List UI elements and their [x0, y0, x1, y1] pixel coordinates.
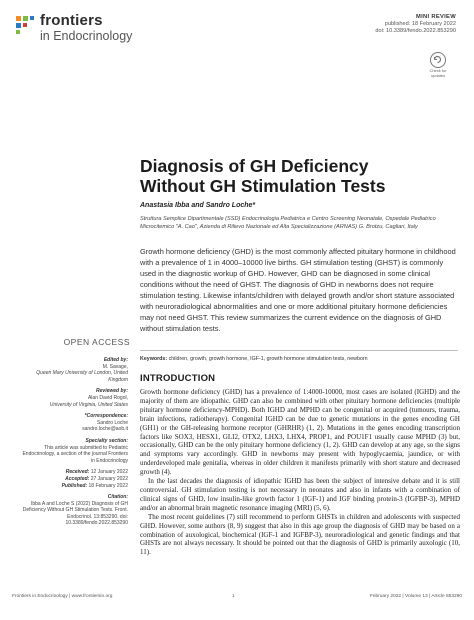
footer-issue: February 2022 | Volume 13 | Article 853290	[369, 594, 462, 599]
editor-name[interactable]: M. Savage,	[102, 363, 128, 370]
doi-link[interactable]: doi: 10.3389/fendo.2022.853290	[375, 28, 456, 34]
intro-paragraph-2: In the last decades the diagnosis of idiopathic IGHD has been the subject of intensive debate and it is still controversial. GH stimulation testing is not necessary in neonates and also in infants with a combination of clinical signs of GHD, low insulin-like growth factor 1 (IGF-1) and IGF binding protein-3 (IGFBP-3), MPHD and/or an abnormal brain magnetic resonance imaging (MRI) (5, 6).	[140, 477, 460, 512]
open-access-label: OPEN ACCESS	[63, 337, 130, 347]
title-line-1: Diagnosis of GH Deficiency	[140, 156, 369, 176]
author-list[interactable]: Anastasia Ibba and Sandro Loche*	[140, 202, 256, 209]
check-updates-icon[interactable]	[430, 52, 446, 68]
journal-logo[interactable]	[14, 10, 154, 50]
page-number: 1	[232, 594, 235, 599]
reviewed-by-label: Reviewed by:	[96, 388, 128, 395]
published-line: published: 18 February 2022	[384, 21, 456, 27]
author-names[interactable]: Anastasia Ibba and Sandro Loche	[140, 202, 253, 209]
keywords-label: Keywords:	[140, 356, 168, 362]
correspondent-email[interactable]: sandro.loche@aob.it	[82, 426, 128, 433]
intro-paragraph-3: The most recent guidelines (7) still recommend to perform GHSTs in children and adolescents with suspected GHD. However, some authors (8, 9) suggest that also in this age group the diagnosis of GHD may be based on a combination of auxological, biochemical (IGF-1 and IGFBP-3), neuroradiological and genetic findings and that GHSTs are not always necessary. It should be pointed out that the diagnosis of GHD is primarily auxologic (10, 11).	[140, 512, 460, 557]
accepted-row: Accepted: 27 January 2022	[65, 475, 128, 482]
citation-text: Ibba A and Loche S (2022) Diagnosis of GH Deficiency Without GH Stimulation Tests. Front. Endocrinol. 13:853290. doi: 10.3389/fendo.2022.853290	[22, 500, 128, 527]
keywords-text: children, growth, growth hormone, IGF-1, growth hormone stimulation tests, newborn	[168, 356, 368, 362]
journal-name: in Endocrinology	[40, 29, 133, 43]
update-arrow-icon	[431, 53, 444, 66]
article-sidebar	[20, 357, 128, 527]
published-row: Published: 18 February 2022	[61, 482, 128, 489]
introduction-body	[140, 388, 460, 557]
title-line-2: Without GH Stimulation Tests	[140, 176, 386, 196]
reviewer-affiliation: University of Virginia, United States	[49, 401, 128, 408]
specialty-text: This article was submitted to Pediatric Endocrinology, a section of the journal Frontiers in Endocrinology	[22, 444, 128, 464]
published-date: 18 February 2022	[88, 482, 128, 489]
editor-affiliation: Queen Mary University of London, United Kingdom	[36, 370, 128, 383]
edited-by-label: Edited by:	[103, 357, 128, 363]
article-type: MINI REVIEW	[415, 14, 456, 20]
keywords-divider	[140, 350, 458, 351]
accepted-date: 27 January 2022	[90, 475, 128, 482]
check-updates-label[interactable]: Check for updates	[429, 68, 447, 78]
received-date: 12 January 2022	[90, 469, 128, 476]
frontiers-logo-icon	[14, 14, 36, 36]
article-meta	[375, 14, 456, 35]
reviewer-name[interactable]: Alan David Rogol,	[87, 394, 128, 401]
footer-journal[interactable]: Frontiers in Endocrinology | www.frontiersin.org	[12, 594, 113, 599]
keywords	[140, 356, 458, 362]
brand-name: frontiers	[40, 12, 103, 29]
received-row: Received: 12 January 2022	[65, 469, 128, 476]
affiliation: Struttura Semplice Dipartimentale (SSD) Endocrinologia Pediatrica e Centro Screening Neonatale, Ospedale Pediatrico Microcitemico "A. Cao", Azienda di Rilievo Nazionale ed Alta Specializzazione (ARNAS) G. Brotzu, Cagliari, Italy	[140, 216, 436, 230]
intro-paragraph-1: Growth hormone deficiency (GHD) has a prevalence of 1:4000-10000, most cases are isolated (IGHD) and the majority of them are idiopathic. GHD can also be combined with other pituitary hormone deficiencies (multiple pituitary hormone deficiency-MPHD). Both IGHD and MPHD can be congenital or acquired (tumours, trauma, brain infections, radiotherapy). Congenital IGHD can be due to genetic mutations in the genes encoding GH (GH1) or the GH-releasing hormone receptor (GHRHR) (1, 2). Mutations in the genes encoding transcription factors like SOX3, HESX1, GLI2, OTX2, LHX3, LHX4, PROP1, and POU1F1 usually cause MPHD (3) but, occasionally, GHD can be the only pituitary hormone deficiency (1, 2). GHD can develop at any age, so the signs and symptoms vary accordingly. GHD in newborns may present with hypoglycaemia, jaundice, or with underdeveloped male genitalia, whereas in older children it manifests primarily with short stature and decreased growth (4).	[140, 388, 460, 477]
correspondence-label: *Correspondence:	[84, 413, 128, 420]
article-title	[140, 156, 460, 196]
specialty-label: Specialty section:	[85, 437, 128, 444]
abstract: Growth hormone deficiency (GHD) is the most commonly affected pituitary hormone in childhood with a prevalence of 1 in 4000–10000 live births. GH stimulation testing (GHST) is commonly used in the diagnostic workup of GHD. However, GHD can be diagnosed in some clinical conditions without the need of GHST. The diagnosis of GHD in newborns does not require stimulation testing. Likewise infants/children with delayed growth and/or short stature associated with neuroradiological abnormalities and one or more additional pituitary hormone deficiencies may not need GHST. This review summarizes the current evidence on the diagnosis of GHD without stimulation tests.	[140, 247, 456, 333]
citation-label: Citation:	[107, 494, 128, 501]
introduction-heading: INTRODUCTION	[140, 373, 216, 384]
correspondent-name: Sandro Loche	[96, 419, 128, 426]
